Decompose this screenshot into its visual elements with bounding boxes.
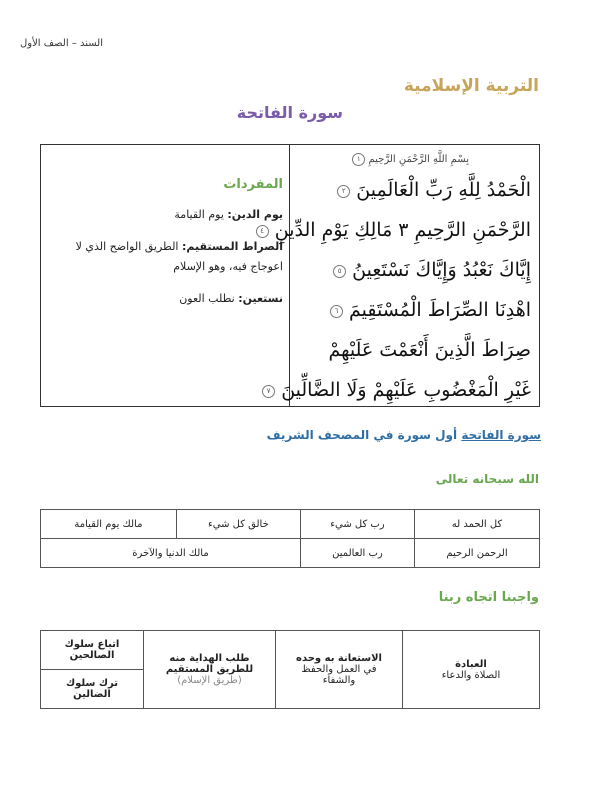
surah-box (40, 144, 540, 407)
basmala (303, 153, 531, 166)
guidance-cell (144, 631, 276, 709)
verse-line (266, 370, 531, 410)
vocabulary-meaning: الطريق الواضح الذي لا اعوجاج فيه، وهو الإسلام (75, 240, 283, 273)
follow-righteous-cell: اتباع سلوك الصالحين (41, 631, 144, 670)
guidance-note: (طريق الإسلام) (177, 675, 242, 686)
vocabulary-title: المفردات (223, 177, 283, 192)
verse-text: الْحَمْدُ لِلَّهِ رَبِّ الْعَالَمِينَ (356, 179, 531, 201)
table-cell: خالق كل شيء (176, 510, 300, 539)
help-title: الاستعانة به وحده (296, 653, 382, 664)
table-cell: رب كل شيء (300, 510, 414, 539)
verse-text: اهْدِنَا الصِّرَاطَ الْمُسْتَقِيمَ (348, 299, 531, 321)
basmala-text: بِسْمِ اللَّهِ الرَّحْمَنِ الرَّحِيمِ (368, 154, 469, 165)
first-surah-name: سورة الفاتحة (461, 428, 541, 442)
vocabulary-item (51, 205, 283, 225)
table-cell: الرحمن الرحيم (414, 539, 539, 568)
vocabulary-meaning: نطلب العون (179, 292, 235, 305)
table-row (41, 539, 540, 568)
verse-line (260, 210, 531, 250)
table-row (41, 510, 540, 539)
leave-astray-cell: ترك سلوك الضالين (41, 670, 144, 709)
help-desc: في العمل والحفظ والشفاء (301, 664, 377, 686)
header-note: السند – الصف الأول (20, 38, 103, 49)
worship-desc: الصلاة والدعاء (441, 669, 501, 681)
allah-section-title: الله سبحانه تعالى (435, 472, 539, 486)
duties-section-title: واجبنا اتجاه ربنا (438, 590, 539, 605)
verse-line (303, 170, 531, 210)
guidance-title: طلب الهداية منه للطريق المستقيم (165, 653, 254, 675)
vocabulary-term: يوم الدين: (227, 208, 283, 221)
table-cell: رب العالمين (300, 539, 414, 568)
vocabulary-panel (51, 175, 283, 321)
vocabulary-item (51, 237, 283, 277)
first-surah-heading (267, 428, 541, 442)
verse-line (303, 330, 531, 370)
verse-number: ٢ (337, 185, 350, 198)
table-cell: كل الحمد له (414, 510, 539, 539)
subject-title: التربية الإسلامية (403, 76, 539, 96)
help-cell (276, 631, 403, 709)
worship-cell (403, 631, 540, 709)
vocabulary-item (51, 289, 283, 309)
verse-text: غَيْرِ الْمَغْضُوبِ عَلَيْهِمْ وَلَا الضَّالِّينَ (281, 379, 531, 401)
verse-number: ٥ (333, 265, 346, 278)
box-divider (289, 145, 290, 406)
table-cell: مالك يوم القيامة (41, 510, 177, 539)
first-surah-rest: أول سورة في المصحف الشريف (266, 428, 458, 442)
duties-table (40, 630, 540, 709)
allah-attributes-table (40, 509, 540, 568)
verse-number: ٦ (330, 305, 343, 318)
verse-number: ١ (352, 153, 365, 166)
surah-title: سورة الفاتحة (236, 103, 343, 122)
vocabulary-meaning: يوم القيامة (174, 208, 224, 221)
worship-title: العبادة (455, 658, 487, 670)
vocabulary-term: الصراط المستقيم: (182, 240, 283, 253)
verse-line (303, 250, 531, 290)
verses-panel (260, 153, 531, 410)
verse-text: إِيَّاكَ نَعْبُدُ وَإِيَّاكَ نَسْتَعِينُ (352, 259, 531, 281)
verse-text: الرَّحْمَنِ الرَّحِيمِ ٣ مَالِكِ يَوْمِ الدِّينِ (274, 219, 531, 241)
verse-number: ٧ (262, 385, 275, 398)
verse-line (303, 290, 531, 330)
verse-text: صِرَاطَ الَّذِينَ أَنْعَمْتَ عَلَيْهِمْ (328, 339, 531, 361)
vocabulary-term: نستعين: (238, 292, 283, 305)
verse-number: ٤ (256, 225, 269, 238)
table-cell: مالك الدنيا والآخرة (41, 539, 301, 568)
table-row (41, 631, 540, 670)
